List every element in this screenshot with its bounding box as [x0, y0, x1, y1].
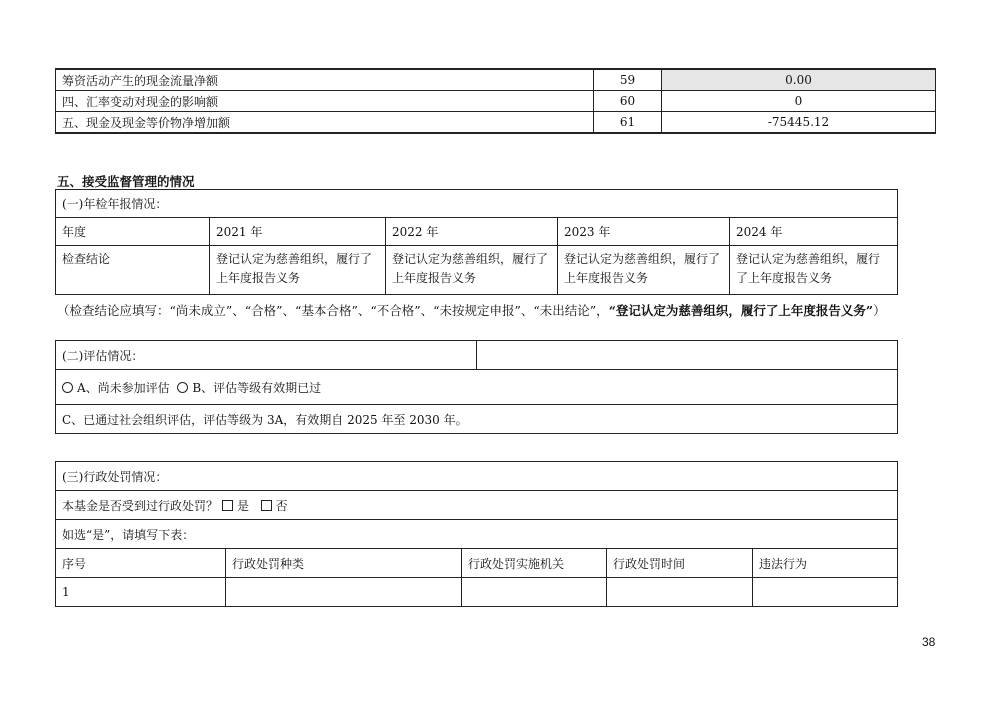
column-header: 行政处罚种类 — [226, 549, 462, 578]
year-cell: 2024 年 — [730, 218, 898, 246]
penalty-heading: (三)行政处罚情况： — [56, 462, 898, 491]
column-header: 行政处罚时间 — [607, 549, 753, 578]
cashflow-value: -75445.12 — [662, 112, 936, 134]
option-c-label: C、已通过社会组织评估，评估等级为 3A，有效期自 2025 年至 2030 年。 — [56, 405, 898, 434]
table-cell: 1 — [56, 578, 226, 607]
note-suffix: ） — [873, 303, 886, 318]
check-note — [57, 302, 937, 319]
no-checkbox[interactable] — [261, 500, 272, 511]
penalty-table — [55, 461, 898, 607]
cashflow-line: 60 — [594, 91, 662, 112]
table-row — [56, 112, 936, 134]
penalty-question-row — [56, 491, 898, 520]
page-number: 38 — [922, 635, 936, 649]
option-b-label: B、评估等级有效期已过 — [192, 380, 322, 395]
evaluation-heading: (二)评估情况： — [56, 341, 477, 370]
radio-a[interactable] — [62, 382, 73, 393]
column-header: 行政处罚实施机关 — [462, 549, 607, 578]
cashflow-table — [55, 68, 936, 134]
table-cell — [462, 578, 607, 607]
cashflow-line: 59 — [594, 69, 662, 91]
penalty-instruction: 如选“是”，请填写下表： — [56, 520, 898, 549]
yes-checkbox[interactable] — [222, 500, 233, 511]
year-cell: 2022 年 — [386, 218, 558, 246]
penalty-question: 本基金是否受到过行政处罚？ — [62, 498, 219, 513]
table-row — [56, 218, 898, 246]
year-label: 年度 — [56, 218, 210, 246]
table-row — [56, 69, 936, 91]
cashflow-value: 0 — [662, 91, 936, 112]
empty-cell — [477, 341, 898, 370]
note-bold: “登记认定为慈善组织，履行了上年度报告义务” — [608, 303, 874, 318]
year-cell: 2023 年 — [558, 218, 730, 246]
table-row — [56, 246, 898, 295]
yes-label: 是 — [237, 498, 250, 513]
result-label: 检查结论 — [56, 246, 210, 295]
annual-check-heading: (一)年检年报情况： — [56, 190, 898, 218]
table-row — [56, 578, 898, 607]
table-cell — [226, 578, 462, 607]
table-cell — [753, 578, 898, 607]
year-cell: 2021 年 — [210, 218, 386, 246]
result-cell: 登记认定为慈善组织，履行了上年度报告义务 — [558, 246, 730, 295]
option-a-label: A、尚未参加评估 — [77, 380, 170, 395]
table-cell — [607, 578, 753, 607]
annual-check-table — [55, 189, 898, 295]
evaluation-table — [55, 340, 898, 434]
section-title: 五、接受监督管理的情况 — [57, 174, 195, 189]
column-header: 序号 — [56, 549, 226, 578]
result-cell: 登记认定为慈善组织，履行了上年度报告义务 — [730, 246, 898, 295]
radio-b[interactable] — [177, 382, 188, 393]
cashflow-label: 四、汇率变动对现金的影响额 — [56, 91, 594, 112]
cashflow-value: 0.00 — [662, 69, 936, 91]
result-cell: 登记认定为慈善组织，履行了上年度报告义务 — [210, 246, 386, 295]
note-prefix: （检查结论应填写：“尚未成立”、“合格”、“基本合格”、“不合格”、“未按规定申报”、“未出结论”， — [57, 303, 609, 318]
table-header-row — [56, 549, 898, 578]
cashflow-label: 筹资活动产生的现金流量净额 — [56, 69, 594, 91]
cashflow-label: 五、现金及现金等价物净增加额 — [56, 112, 594, 134]
result-cell: 登记认定为慈善组织，履行了上年度报告义务 — [386, 246, 558, 295]
table-row — [56, 91, 936, 112]
column-header: 违法行为 — [753, 549, 898, 578]
cashflow-line: 61 — [594, 112, 662, 134]
no-label: 否 — [275, 498, 288, 513]
evaluation-options — [56, 370, 898, 405]
